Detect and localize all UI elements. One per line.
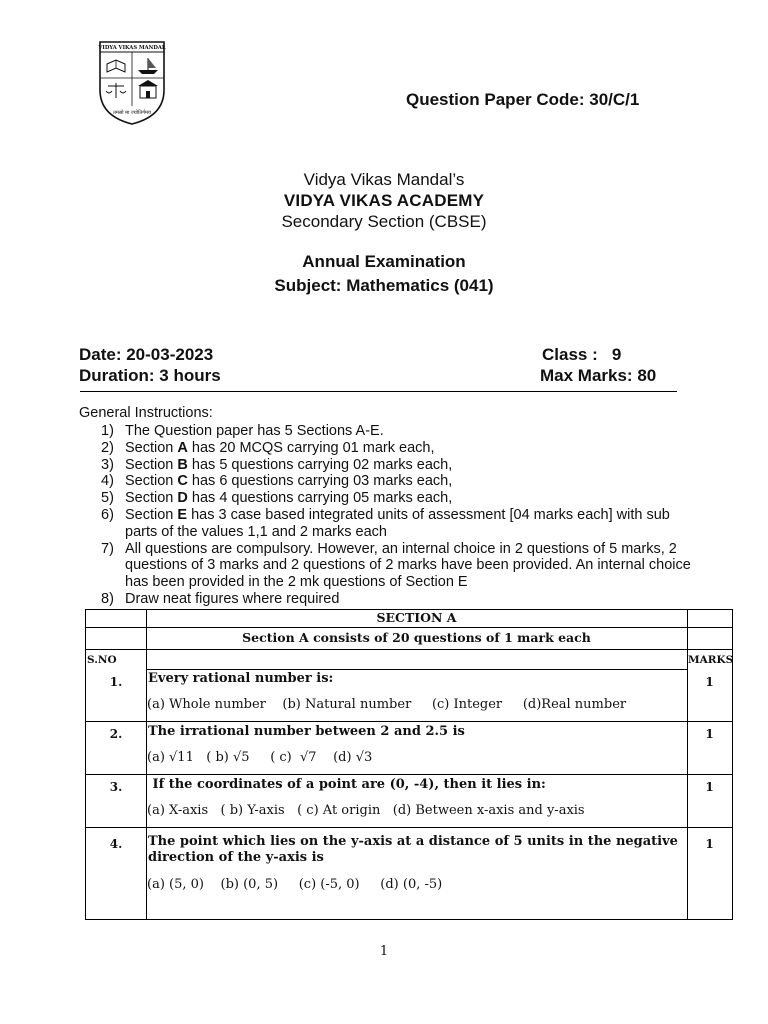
instructions-list xyxy=(101,423,701,608)
instruction-number: 1) xyxy=(101,423,114,439)
instruction-number: 2) xyxy=(101,439,114,456)
instruction-item xyxy=(101,541,701,591)
section-a-subtitle: Section A consists of 20 questions of 1 mark each xyxy=(242,630,591,645)
instruction-item xyxy=(101,440,701,457)
instruction-item xyxy=(101,423,701,440)
question-number: 3. xyxy=(109,780,123,794)
instruction-text: Section E has 3 case based integrated units of assessment [04 marks each] with sub parts of the values 1,1 and 2 marks each xyxy=(125,506,670,540)
question-number: 1. xyxy=(109,675,123,689)
header-divider xyxy=(80,391,677,392)
question-marks: 1 xyxy=(705,675,714,689)
instruction-text: All questions are compulsory. However, an internal choice in 2 questions of 5 marks, 2 questions of 3 marks and 2 questions of 2 marks have been provided. An internal choice has been provided in the 2 mk questions of Section E xyxy=(125,540,691,591)
class-label: Class : 9 xyxy=(542,345,622,364)
instructions-title: General Instructions: xyxy=(79,405,213,421)
instruction-item xyxy=(101,507,701,541)
exam-title: Annual Examination xyxy=(302,252,466,271)
instruction-item xyxy=(101,473,701,490)
academy-name: VIDYA VIKAS ACADEMY xyxy=(283,191,485,210)
question-number: 2. xyxy=(109,727,123,741)
instruction-number: 5) xyxy=(101,490,114,507)
question-options: (a) √11 ( b) √5 ( c) √7 (d) √3 xyxy=(147,750,373,765)
max-marks: Max Marks: 80 xyxy=(540,366,657,385)
question-options: (a) Whole number (b) Natural number (c) Integer (d)Real number xyxy=(147,697,627,712)
instruction-item xyxy=(101,490,701,507)
instruction-text: Section A has 20 MCQS carrying 01 mark each, xyxy=(125,439,435,456)
instruction-number: 7) xyxy=(101,540,114,557)
marks-header: MARKS xyxy=(688,654,734,666)
instruction-number: 6) xyxy=(101,506,114,523)
svg-text:VIDYA VIKAS MANDAL: VIDYA VIKAS MANDAL xyxy=(98,45,166,51)
exam-date: Date: 20-03-2023 xyxy=(79,345,214,364)
question-marks: 1 xyxy=(705,780,714,794)
instruction-text: Draw neat figures where required xyxy=(125,590,340,607)
exam-duration: Duration: 3 hours xyxy=(79,366,221,385)
question-options: (a) X-axis ( b) Y-axis ( c) At origin (d) Between x-axis and y-axis xyxy=(147,803,585,818)
question-text: The irrational number between 2 and 2.5 is xyxy=(148,724,465,739)
school-logo xyxy=(96,38,168,126)
instruction-item xyxy=(101,457,701,474)
section-name: Secondary Section (CBSE) xyxy=(281,212,487,231)
instruction-text: Section D has 4 questions carrying 05 marks each, xyxy=(125,490,453,507)
instruction-text: Section C has 6 questions carrying 03 marks each, xyxy=(125,473,453,490)
question-text: The point which lies on the y-axis at a distance of 5 units in the negative direction of the y-axis is xyxy=(148,834,678,865)
instruction-number: 3) xyxy=(101,456,114,473)
question-text: If the coordinates of a point are (0, -4), then it lies in: xyxy=(148,777,546,792)
instruction-text: The Question paper has 5 Sections A-E. xyxy=(125,423,384,439)
subject-title: Subject: Mathematics (041) xyxy=(274,276,494,295)
question-marks: 1 xyxy=(705,727,714,741)
instruction-number: 4) xyxy=(101,473,114,490)
question-marks: 1 xyxy=(705,837,714,851)
question-options: (a) (5, 0) (b) (0, 5) (c) (-5, 0) (d) (0, -5) xyxy=(147,877,443,892)
section-a-title: SECTION A xyxy=(376,610,457,625)
question-paper-code: Question Paper Code: 30/C/1 xyxy=(406,90,640,109)
question-text: Every rational number is: xyxy=(148,671,334,686)
instruction-item xyxy=(101,591,701,608)
instruction-text: Section B has 5 questions carrying 02 marks each, xyxy=(125,456,453,473)
page-number: 1 xyxy=(379,944,389,959)
question-number: 4. xyxy=(109,837,123,851)
instruction-number: 8) xyxy=(101,590,114,607)
mandal-name: Vidya Vikas Mandal’s xyxy=(303,170,465,189)
sno-header: S.NO xyxy=(87,654,117,666)
logo-motto: तमसो मा ज्योतिर्गमय xyxy=(113,110,151,116)
